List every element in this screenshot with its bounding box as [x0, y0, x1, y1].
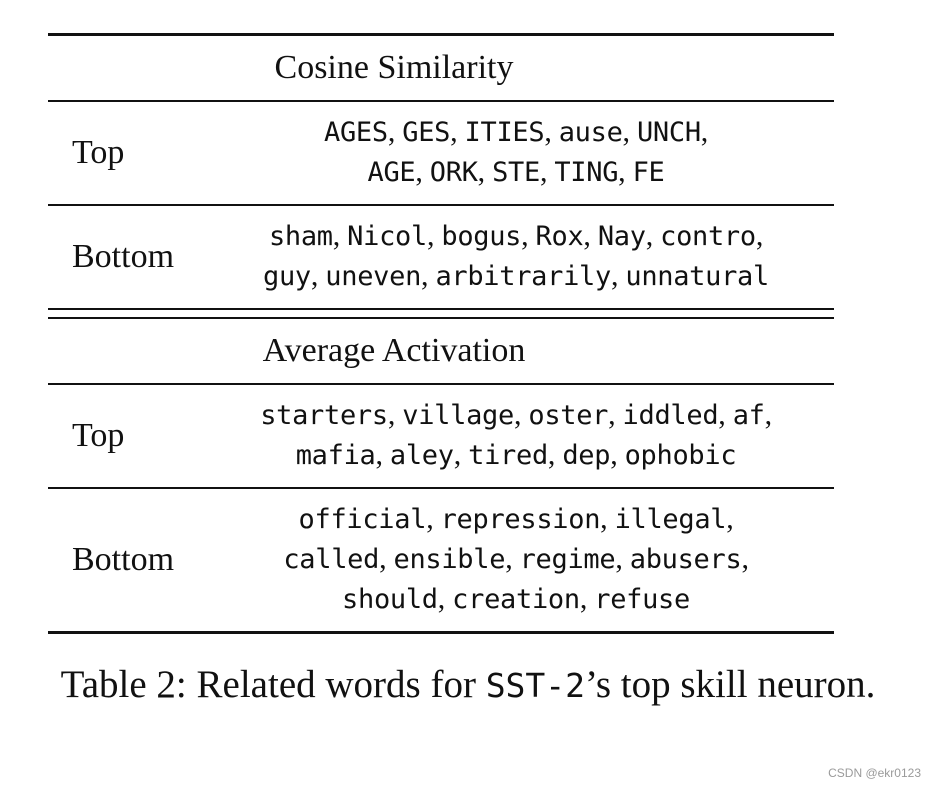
related-word: Nay	[597, 221, 646, 252]
word-separator: ,	[615, 542, 630, 575]
row-label: Bottom	[72, 541, 175, 578]
row-label: Bottom	[72, 238, 175, 275]
section-title-text: Average Activation	[262, 332, 526, 369]
caption-prefix: Table 2: Related words for	[60, 663, 486, 706]
related-words-table	[48, 33, 834, 634]
word-separator: ,	[310, 259, 326, 292]
row-words	[228, 489, 804, 631]
word-separator: ,	[718, 398, 733, 431]
word-line	[228, 152, 804, 192]
related-word: GES	[402, 117, 451, 148]
related-word: official	[298, 504, 427, 535]
related-word: unnatural	[625, 261, 769, 292]
word-separator: ,	[645, 219, 661, 252]
related-word: called	[283, 544, 380, 575]
related-word: oster	[528, 400, 609, 431]
word-line	[228, 256, 804, 296]
word-separator: ,	[437, 582, 453, 615]
related-word: should	[342, 584, 438, 615]
word-line	[228, 539, 804, 579]
word-separator: ,	[726, 502, 734, 535]
related-word: ORK	[429, 157, 478, 188]
caption-suffix: ’s top skill neuron.	[585, 663, 876, 706]
word-separator: ,	[387, 115, 403, 148]
word-separator: ,	[375, 438, 390, 471]
word-line	[228, 395, 804, 435]
table-body	[48, 36, 834, 631]
related-word: abusers	[629, 544, 742, 575]
related-word: regime	[519, 544, 616, 575]
word-line	[228, 579, 804, 619]
section-divider	[48, 308, 834, 319]
related-word: af	[732, 400, 765, 431]
related-word: Nicol	[347, 221, 427, 252]
word-separator: ,	[477, 155, 493, 188]
word-separator: ,	[622, 115, 637, 148]
word-separator: ,	[700, 115, 708, 148]
row-label: Top	[72, 417, 125, 454]
word-separator: ,	[544, 115, 559, 148]
word-separator: ,	[764, 398, 772, 431]
word-line	[228, 499, 804, 539]
word-separator: ,	[505, 542, 520, 575]
word-separator: ,	[610, 259, 626, 292]
related-word: ITIES	[464, 117, 545, 148]
related-word: UNCH	[636, 117, 701, 148]
related-word: bogus	[441, 221, 522, 252]
word-separator: ,	[600, 502, 615, 535]
related-word: village	[402, 400, 514, 431]
word-separator: ,	[579, 582, 595, 615]
word-separator: ,	[741, 542, 749, 575]
related-word: sham	[268, 221, 333, 252]
related-word: arbitrarily	[435, 261, 611, 292]
table-row	[48, 489, 834, 631]
related-word: dep	[562, 440, 611, 471]
word-separator: ,	[539, 155, 555, 188]
related-word: STE	[492, 157, 540, 188]
word-separator: ,	[513, 398, 529, 431]
related-word: Rox	[535, 221, 584, 252]
related-word: uneven	[325, 261, 422, 292]
section-title	[48, 319, 834, 383]
word-line	[228, 112, 804, 152]
word-separator: ,	[547, 438, 563, 471]
related-word: refuse	[594, 584, 690, 615]
related-word: FE	[632, 157, 665, 188]
word-separator: ,	[583, 219, 598, 252]
word-separator: ,	[421, 259, 436, 292]
word-separator: ,	[608, 398, 623, 431]
word-separator: ,	[332, 219, 348, 252]
related-word: TING	[554, 157, 619, 188]
row-words	[228, 206, 804, 308]
row-words	[228, 102, 804, 204]
word-separator: ,	[415, 155, 430, 188]
section-title	[48, 36, 834, 100]
word-separator: ,	[618, 155, 633, 188]
related-word: starters	[260, 400, 388, 431]
related-word: repression	[440, 504, 601, 535]
caption-dataset: SST-2	[485, 666, 586, 705]
section-title-text: Cosine Similarity	[274, 49, 514, 86]
word-separator: ,	[426, 219, 442, 252]
row-label: Top	[72, 134, 125, 171]
related-word: ophobic	[624, 440, 737, 471]
watermark: CSDN @ekr0123	[828, 766, 921, 780]
related-word: illegal	[614, 504, 727, 535]
related-word: ensible	[393, 544, 506, 575]
related-word: creation	[452, 584, 580, 615]
word-separator: ,	[387, 398, 403, 431]
word-separator: ,	[453, 438, 469, 471]
table-row	[48, 102, 834, 204]
bottom-rule	[48, 631, 834, 634]
word-separator: ,	[755, 219, 764, 252]
row-words	[228, 385, 804, 487]
related-word: ause	[558, 117, 623, 148]
related-word: contro	[660, 221, 756, 252]
word-separator: ,	[379, 542, 394, 575]
word-separator: ,	[450, 115, 465, 148]
word-line	[228, 216, 804, 256]
word-separator: ,	[426, 502, 441, 535]
related-word: guy	[263, 261, 311, 292]
table-row	[48, 385, 834, 487]
related-word: AGES	[324, 117, 388, 148]
related-word: iddled	[622, 400, 719, 431]
word-line	[228, 435, 804, 475]
table-caption	[0, 660, 936, 711]
related-word: aley	[389, 440, 454, 471]
related-word: tired	[468, 440, 548, 471]
related-word: AGE	[367, 157, 416, 188]
word-separator: ,	[521, 219, 536, 252]
related-word: mafia	[295, 440, 376, 471]
table-row	[48, 206, 834, 308]
word-separator: ,	[610, 438, 625, 471]
